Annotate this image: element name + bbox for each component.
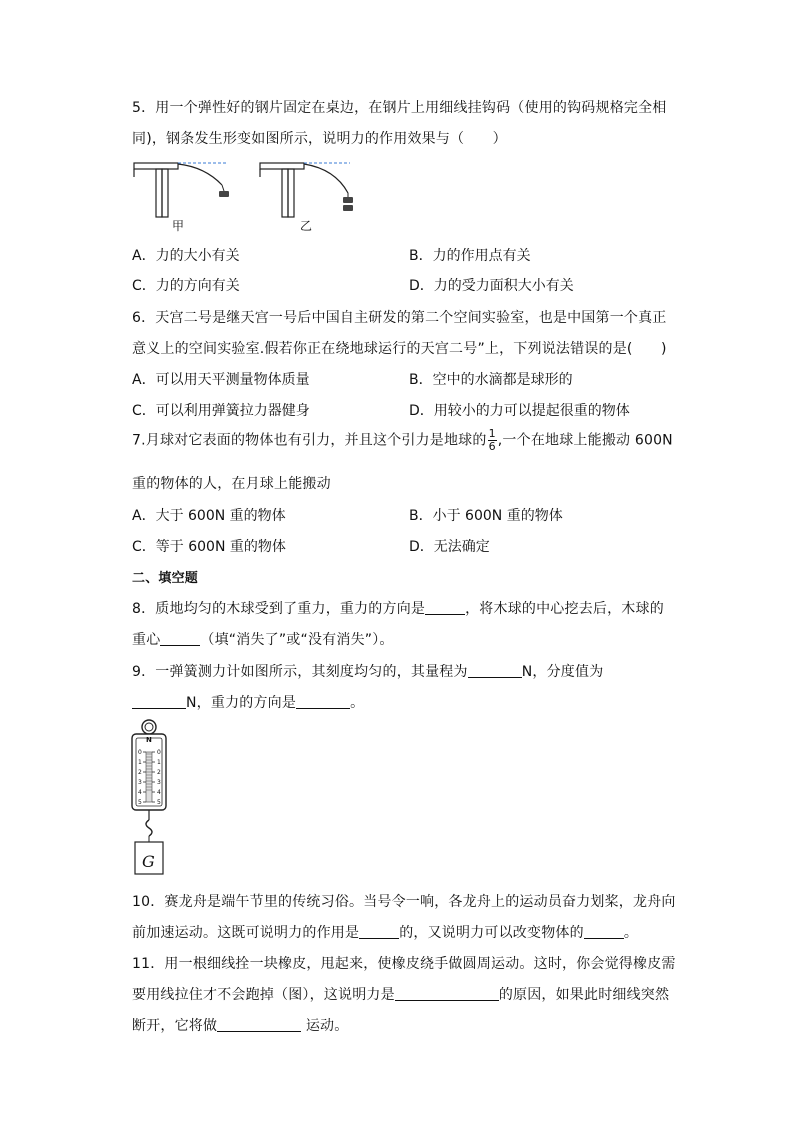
q5-stem-line2: 同)，钢条发生形变如图所示，说明力的作用效果与（ ） (132, 131, 507, 147)
q7-stem-line2: 重的物体的人，在月球上能搬动 (132, 476, 331, 492)
q5-option-c: C．力的方向有关 (132, 278, 240, 294)
figure-label-yi: 乙 (300, 219, 313, 233)
q5-option-d: D．力的受力面积大小有关 (409, 278, 574, 294)
q11-stem-line2 (132, 984, 669, 1004)
q11-text-3a: 断开，它将做 (132, 1018, 218, 1034)
scale-num-2: 2 (138, 769, 142, 776)
figure-label-jia: 甲 (172, 219, 185, 233)
scale-num-2: 2 (157, 769, 161, 776)
q10-stem-line1: 10．赛龙舟是端午节里的传统习俗。当号令一响，各龙舟上的运动员奋力划桨，龙舟向 (132, 894, 676, 910)
q5-stem-line1: 5．用一个弹性好的钢片固定在桌边，在钢片上用细线挂钩码（使用的钩码规格完全相 (132, 100, 667, 116)
q6-option-a: A．可以用天平测量物体质量 (132, 372, 310, 388)
q8-stem-line2 (132, 629, 394, 649)
q9-text-2b: N，重力的方向是 (186, 695, 297, 711)
scale-num-0: 0 (138, 749, 142, 756)
q8-text-1a: 8．质地均匀的木球受到了重力，重力的方向是 (132, 601, 426, 617)
q9-text-1a: 9．一弹簧测力计如图所示，其刻度均匀的，其量程为 (132, 664, 468, 680)
fraction-denominator: 6 (488, 440, 496, 453)
q11-blank-2[interactable] (217, 1017, 301, 1032)
q9-stem-line2 (132, 692, 364, 712)
q8-stem-line1 (132, 598, 664, 618)
q7-option-a: A．大于 600N 重的物体 (132, 508, 286, 524)
q8-text-1b: ，将木球的中心挖去后，木球的 (465, 601, 664, 617)
q9-text-2c: 。 (350, 695, 365, 711)
q7-option-c: C．等于 600N 重的物体 (132, 539, 286, 555)
q10-blank-1[interactable] (359, 924, 399, 939)
q6-option-c: C．可以利用弹簧拉力器健身 (132, 403, 310, 419)
q8-blank-1[interactable] (425, 600, 465, 615)
figure-jia (134, 163, 229, 217)
q9-text-1b: N，分度值为 (521, 664, 604, 680)
section-fill-in-blank-heading: 二、填空题 (132, 571, 199, 586)
q10-text-2a: 前加速运动。这既可说明力的作用是 (132, 925, 360, 941)
fraction-one-sixth (488, 428, 497, 453)
q11-text-3b: 运动。 (301, 1018, 349, 1034)
scale-unit-label: N (146, 736, 152, 744)
weight-label-g: G (142, 852, 155, 871)
q11-text-2a: 要用线拉住才不会跑掉（图），这说明力是 (132, 987, 395, 1003)
q9-blank-direction[interactable] (296, 694, 350, 709)
scale-num-1: 1 (157, 759, 161, 766)
q6-option-d: D．用较小的力可以提起很重的物体 (409, 403, 630, 419)
q10-text-2c: 。 (623, 925, 639, 941)
fraction-numerator: 1 (488, 427, 496, 440)
scale-numbers-right (157, 748, 161, 808)
q9-blank-division[interactable] (132, 694, 186, 709)
q10-stem-line2 (132, 922, 638, 942)
q11-blank-1[interactable] (395, 986, 499, 1001)
scale-num-4: 4 (157, 789, 161, 796)
q7-option-b: B．小于 600N 重的物体 (409, 508, 563, 524)
scale-num-4: 4 (138, 789, 142, 796)
q7-text-pre: 7.月球对它表面的物体也有引力，并且这个引力是地球的 (132, 432, 487, 449)
scale-num-5: 5 (157, 799, 161, 806)
q10-blank-2[interactable] (584, 924, 624, 939)
q8-blank-2[interactable] (160, 631, 200, 646)
q8-text-2b: （填“消失了”或“没有消失”）。 (200, 632, 394, 648)
scale-num-0: 0 (157, 749, 161, 756)
q6-stem-line1: 6．天宫二号是继天宫一号后中国自主研发的第二个空间实验室，也是中国第一个真正 (132, 310, 667, 326)
q5-figure (130, 155, 370, 235)
q9-blank-range[interactable] (468, 663, 522, 678)
scale-numbers-left (138, 748, 142, 808)
q7-stem-line1 (132, 428, 673, 453)
q9-stem-line1 (132, 661, 603, 681)
q5-option-b: B．力的作用点有关 (409, 248, 531, 264)
q8-text-2a: 重心 (132, 632, 161, 648)
q6-stem-line2: 意义上的空间实验室.假若你正在绕地球运行的天宫二号”上，下列说法错误的是( ) (132, 341, 667, 357)
figure-yi (260, 163, 353, 217)
q11-stem-line3 (132, 1015, 348, 1035)
q6-option-b: B．空中的水滴都是球形的 (409, 372, 573, 388)
q5-option-a: A．力的大小有关 (132, 248, 240, 264)
q11-text-2b: 的原因，如果此时细线突然 (498, 987, 670, 1003)
q7-option-d: D．无法确定 (409, 539, 490, 555)
q7-text-post: ,一个在地球上能搬动 600N (497, 432, 673, 449)
scale-num-3: 3 (138, 779, 142, 786)
scale-num-1: 1 (138, 759, 142, 766)
q10-text-2b: 的，又说明力可以改变物体的 (399, 925, 584, 941)
scale-num-3: 3 (157, 779, 161, 786)
scale-num-5: 5 (138, 799, 142, 806)
q11-stem-line1: 11．用一根细线拴一块橡皮，甩起来，使橡皮绕手做圆周运动。这时，你会觉得橡皮需 (132, 956, 676, 972)
